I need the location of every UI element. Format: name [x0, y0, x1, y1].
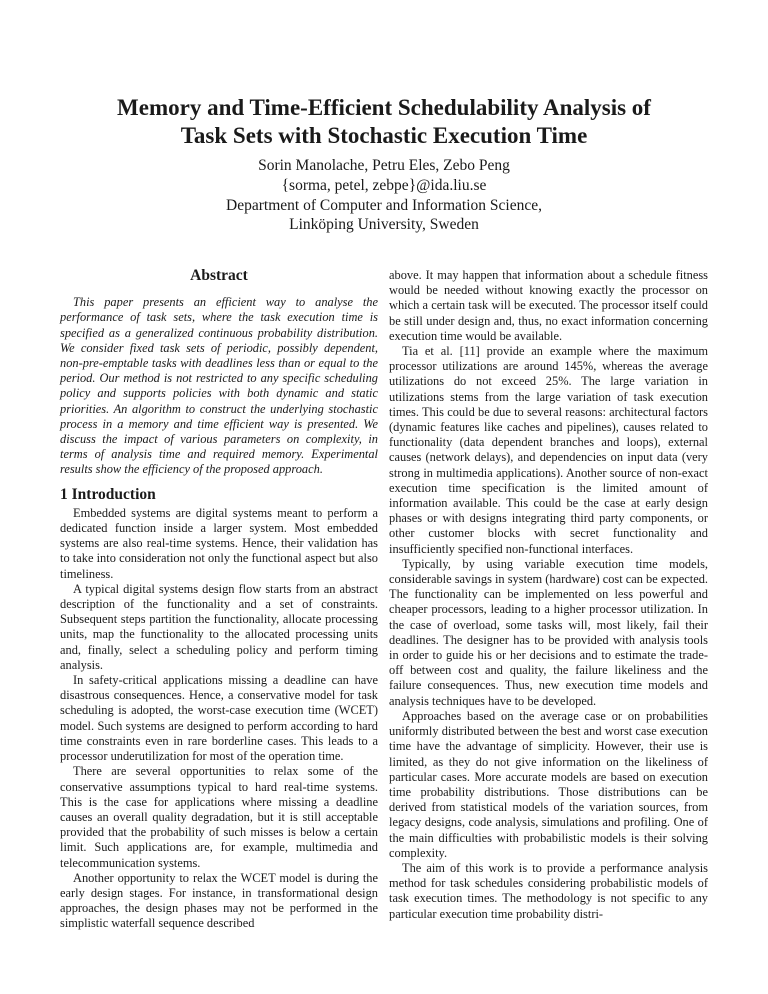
title-line-2: Task Sets with Stochastic Execution Time: [180, 123, 588, 148]
intro-paragraph: A typical digital systems design flow starts from an abstract description of the functionality and a set of constraints. Subsequent steps partition the functionality, allocate processing units, map the functionality to the allocated processing units and, finally, select a scheduling policy and perform timing analysis.: [60, 581, 378, 672]
intro-paragraph: Another opportunity to relax the WCET model is during the early design stages. For instance, in transformational design approaches, the design phases may not be performed in the simplistic waterfall sequence described: [60, 870, 378, 931]
left-column: [60, 268, 378, 932]
abstract-text: This paper presents an efficient way to analyse the performance of task sets, where the task execution time is specified as a generalized continuous probability distribution. We consider fixed task sets of periodic, possibly dependent, non-pre-emptable tasks with deadlines less than or equal to the period. Our method is not restricted to any specific scheduling policy and supports policies with both dynamic and static priorities. An algorithm to construct the underlying stochastic process in a memory and time efficient way is presented. We discuss the impact of various parameters on complexity, in terms of analysis time and required memory. Experimental results show the efficiency of the proposed approach.: [60, 295, 378, 477]
body-paragraph: Typically, by using variable execution time models, considerable savings in system (hardware) cost can be expected. The functionality can be implemented on less powerful and cheaper processors, leading to a higher processor utilization. In the case of overload, some tasks will, most likely, fail their deadlines. The designer has to be provided with analysis tools in order to guide his or her decisions and to estimate the trade-off between cost and quality, the failure likeliness and the failure consequences. Thus, new execution time models and analysis techniques have to be developed.: [389, 556, 708, 708]
intro-paragraph: There are several opportunities to relax some of the conservative assumptions typical to hard real-time systems. This is the case for applications where missing a deadline causes an overall quality degradation, but it is still acceptable provided that the probability of such misses is below a certain limit. Such applications are, for example, multimedia and telecommunication systems.: [60, 764, 378, 870]
affiliation-line-2: Linköping University, Sweden: [289, 216, 479, 233]
body-paragraph: above. It may happen that information about a schedule fitness would be needed without knowing exactly the processor on which a certain task will be executed. The processor itself could be still under design and, thus, no exact information concerning execution time would be available.: [389, 268, 708, 343]
title-line-1: Memory and Time-Efficient Schedulability Analysis of: [117, 95, 651, 120]
intro-paragraph: Embedded systems are digital systems meant to perform a dedicated function inside a larger system. Most embedded systems are also real-time systems. Hence, their validation has to take into consideration not only the functional aspect but also timeliness.: [60, 505, 378, 581]
body-paragraph: Tia et al. [11] provide an example where the maximum processor utilizations are around 145%, whereas the average utilizations do not exceed 25%. The large variation in utilizations stems from the large variation of task execution times. This could be due to several reasons: architectural factors (dynamic features like caches and pipelines), causes related to functionality (data dependent branches and loops), external causes (network delays), and dependencies on input data (very strong in multimedia applications). Another source of non-exact execution time specification is the limited amount of information available. This could be the case at early design phases or with designs integrating third party components, or other customer blocks with secret functionality and insufficiently specified non-functional interfaces.: [389, 344, 708, 556]
paper-title: [60, 94, 708, 150]
body-paragraph: Approaches based on the average case or on probabilities uniformly distributed between the best and worst case execution time have the advantage of simplicity. However, their use is limited, as they do not give information on the likeliness of particular cases. More accurate models are based on execution time probability distributions. Those distributions can be derived from statistical models of the variation sources, from legacy designs, code analysis, simulations and profiling. One of the main difficulties with probabilistic models is their solving complexity.: [389, 708, 708, 860]
affiliation-line-1: Department of Computer and Information Science,: [226, 197, 542, 214]
abstract-heading: Abstract: [190, 267, 248, 284]
body-paragraph: The aim of this work is to provide a performance analysis method for task schedules considering probabilistic models of task execution times. The methodology is not specific to any particular execution time probability distri-: [389, 860, 708, 921]
right-column: [389, 268, 708, 922]
section-heading-introduction: 1 Introduction: [60, 485, 156, 503]
author-emails: {sorma, petel, zebpe}@ida.liu.se: [281, 177, 487, 194]
authors: Sorin Manolache, Petru Eles, Zebo Peng: [258, 157, 510, 174]
intro-paragraph: In safety-critical applications missing a deadline can have disastrous consequences. Hence, a conservative model for task scheduling is adopted, the worst-case execution time (WCET) model. Such systems are designed to perform according to hard time constraints even in rare borderline cases. This leads to a processor underutilization for most of the operation time.: [60, 673, 378, 764]
